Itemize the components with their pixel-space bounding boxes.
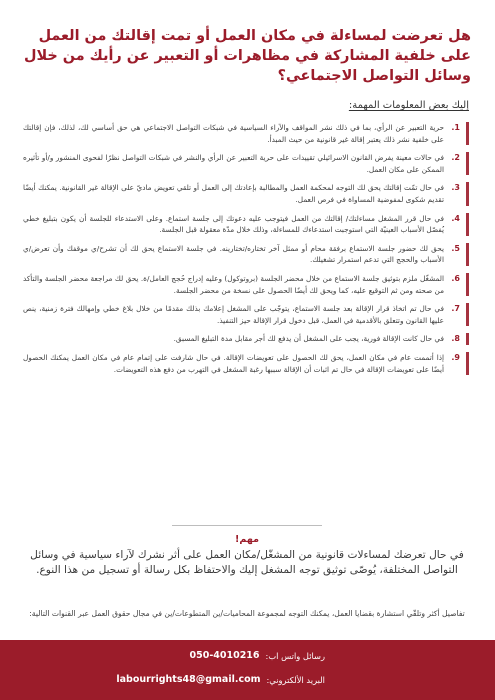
point-number: 4. xyxy=(451,213,460,223)
closing-advice: في حال تعرضك لمساءلات قانونية من المشغّل/مكان العمل على أثر نشرك لآراء سياسية في وسائل التواصل المختلفة، يُوصّى توثيق توجه المشغل إليك والاحتفاظ بكل رسالة أو تسجيل من هذا النوع. xyxy=(30,549,464,576)
point-number: 9. xyxy=(451,352,460,362)
list-item xyxy=(23,152,469,175)
divider xyxy=(172,525,322,526)
list-item xyxy=(23,122,469,145)
page-title: هل تعرضت لمساءلة في مكان العمل أو تمت إقالتك من العمل على خلفية المشاركة في مظاهرات أو التعبير عن رأيك من خلال وسائل التواصل الاجتماعي؟ xyxy=(24,28,471,84)
point-number: 3. xyxy=(451,183,460,193)
point-text: في حال كانت الإقالة فورية، يجب على المشغل أن يدفع لك أجر مقابل مدة التبليغ المسبق. xyxy=(173,334,444,344)
accent-bar xyxy=(466,122,469,145)
point-text: في حال قرر المشغل مساءلتك/ إقالتك من العمل فيتوجب عليه دعوتك إلى جلسة استماع. وعلى الاستدعاء للجلسة أن يكون بتبليغ خطي يُفصّل الأسباب العينيّة التي استوجبت استدعاءك للمساءلة، وذلك خلال مدّة معقولة قبل الجلسة. xyxy=(23,213,444,235)
list-item xyxy=(23,352,469,375)
email-address[interactable]: labourrights48@gmail.com xyxy=(116,674,261,685)
accent-bar xyxy=(466,182,469,205)
point-number: 2. xyxy=(451,153,460,163)
point-number: 1. xyxy=(451,123,460,132)
point-text: في حال تم اتخاذ قرار الإقالة بعد جلسة الاستماع، يتوجّب على المشغل إعلامك بذلك مقدمًا من خلال بلاغ خطي وإمهالك فترة زمنية، ينص عليها القانون وتتعلق بالأقدمية في العمل، قبل دخول قرار الإقالة حيز التنفيذ. xyxy=(23,304,444,325)
list-item xyxy=(23,182,469,205)
point-text: في حالات معينة يفرض القانون الاسرائيلي تقييدات على حرية التعبير عن الرأي والنشر في شبكات التواصل نظرًا لفحوى المنشور و/أو تأثيره الممكن على مكان العمل. xyxy=(23,153,444,174)
contact-footer xyxy=(0,640,495,700)
important-label: مهم! xyxy=(235,534,259,545)
point-number: 7. xyxy=(451,304,460,314)
list-item xyxy=(23,333,469,345)
section-heading: إليك بعض المعلومات المهمة: xyxy=(348,100,469,111)
list-item xyxy=(23,303,469,326)
point-text: يحق لك حضور جلسة الاستماع برفقة محام أو ممثل آخر تختاره/تختارينه. في جلسة الاستماع يحق لك أن تشرح/ي موقفك وأن تعرض/ي الأسباب والحجج التي تدعم استمرار تشغيلك. xyxy=(23,243,444,265)
point-text: المشغّل ملزم بتوثيق جلسة الاستماع من خلال محضر الجلسة (بروتوكول) وعليه إدراج حُجج العامل/ة. يحق لك مراجعة محضر الجلسة والتأكد من صحته ومن ثم التوقيع عليه، كما ويحق لك أيضًا الحصول على نسخة من محضر الجلسة. xyxy=(23,273,444,295)
contact-note: تفاصيل أكثر وتلقّي استشارة بقضايا العمل، يمكنك التوجه لمجموعة المحاميات/ين المتطوعات/ين في مجال حقوق العمل عبر القنوات التالية: xyxy=(29,609,465,618)
whatsapp-label: رسائل واتس اب: xyxy=(265,650,325,661)
point-number: 8. xyxy=(451,334,460,344)
point-text: في حال تمّت إقالتك يحق لك التوجه لمحكمة العمل والمطالبة بإعادتك إلى العمل أو تلقي تعويض ماديّ على الإقالة غير القانونية. يمكنك أيضًا تقديم شكوى لمفوضية المساواة في فرص العمل. xyxy=(23,183,444,204)
point-text: إذا أتممت عام في مكان العمل، يحق لك الحصول على تعويضات الإقالة. في حال شارفت على إتمام عام في مكان العمل يمكنك الحصول أيضًا على تعويضات الإقالة في حال تم اثبات أن الإقالة سببها رغبة المشغل في التهرب من دفع هذه التعويضات. xyxy=(23,352,444,374)
whatsapp-row xyxy=(189,650,325,661)
accent-bar xyxy=(466,213,469,236)
info-points-list xyxy=(23,122,469,382)
list-item xyxy=(23,243,469,266)
point-text: حرية التعبير عن الرأي، بما في ذلك نشر المواقف والآراء السياسية في شبكات التواصل الاجتماعي هي حق أساسي لك، لذلك، فإن إقالتك على خلفية نشر ذلك يعتبر إقالة غير قانونية من حيث المبدأ. xyxy=(23,123,444,144)
accent-bar xyxy=(466,243,469,266)
accent-bar xyxy=(466,352,469,375)
point-number: 5. xyxy=(451,243,460,253)
point-number: 6. xyxy=(451,273,460,283)
email-row xyxy=(116,674,325,685)
whatsapp-number[interactable]: 050-4010216 xyxy=(189,650,260,661)
accent-bar xyxy=(466,333,469,345)
accent-bar xyxy=(466,273,469,296)
email-label: البريد الألكتروني: xyxy=(266,674,325,685)
accent-bar xyxy=(466,152,469,175)
list-item xyxy=(23,213,469,236)
accent-bar xyxy=(466,303,469,326)
list-item xyxy=(23,273,469,296)
